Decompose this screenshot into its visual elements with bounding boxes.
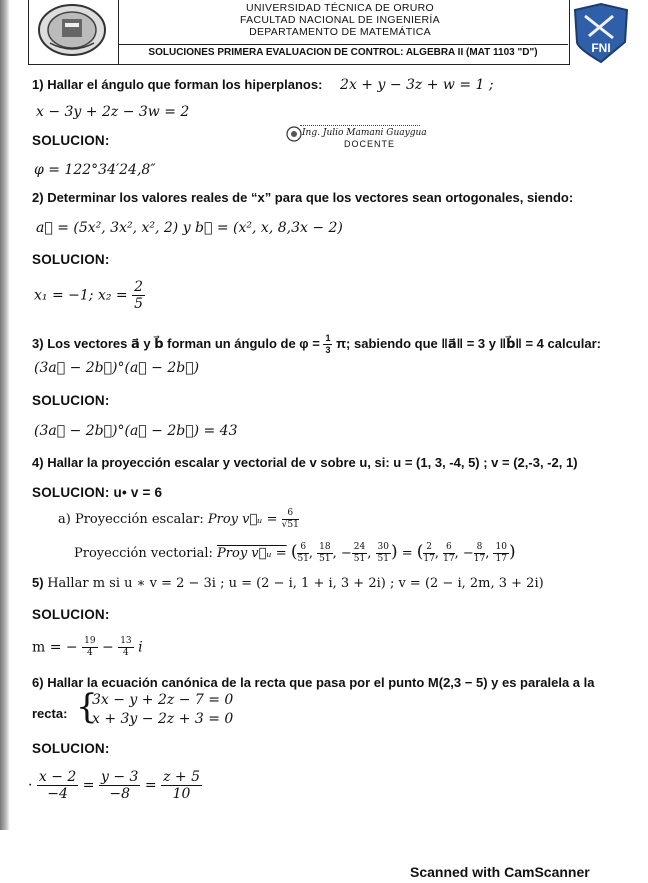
fraction-numerator: 18 xyxy=(319,542,331,552)
university-name: UNIVERSIDAD TÉCNICA DE ORURO xyxy=(246,2,434,14)
fraction-numerator: 10 xyxy=(495,542,507,552)
fraction-denominator: 17 xyxy=(473,554,486,564)
fraction-denominator: 51 xyxy=(297,554,309,564)
q5-answer: m = − $\frac{19}{4}$ − $\frac{13}{4}$ i xyxy=(32,636,143,658)
q5-solution-label: SOLUCION: xyxy=(32,607,110,622)
q4-solution-label: SOLUCION: u• v = 6 xyxy=(32,485,163,500)
q3-text-a: Los vectores a⃗ y b⃗ forman un ángulo de φ = xyxy=(47,335,320,351)
q6-statement xyxy=(32,675,595,690)
q4-vector-label: Proyección vectorial: xyxy=(74,546,213,561)
q4-fraction-7 xyxy=(474,543,485,564)
teacher-signature: Ing. Julio Mamani Guaygua xyxy=(302,128,427,138)
fraction-numerator: 2 xyxy=(134,279,144,295)
q6-solution-label: SOLUCION: xyxy=(32,741,110,756)
q1-number: 1) xyxy=(32,77,44,92)
fraction-denominator: 51 xyxy=(319,554,331,564)
teacher-role: DOCENTE xyxy=(344,139,396,149)
q4-scalar-fraction xyxy=(282,509,299,530)
q2-answer xyxy=(34,280,145,311)
q6-fraction-z xyxy=(161,770,202,801)
q2-answer-fraction xyxy=(132,280,145,311)
q5-number: 5) xyxy=(32,575,44,590)
fraction-denominator: 51 xyxy=(353,554,366,564)
fraction-denominator: 51 xyxy=(377,554,389,564)
fraction-denominator: 17 xyxy=(495,554,507,564)
header-institution xyxy=(120,2,560,38)
fraction-denominator: √51 xyxy=(281,520,299,530)
fraction-numerator: x − 2 xyxy=(38,769,77,785)
university-seal-logo xyxy=(36,3,108,57)
q4-scalar-label: a) Proyección escalar: xyxy=(58,512,204,527)
q5-answer-prefix: m = − xyxy=(32,639,78,656)
fraction-numerator: 24 xyxy=(353,542,366,552)
scan-edge-shadow xyxy=(0,0,10,830)
q1-text: Hallar el ángulo que forman los hiperplanos: xyxy=(47,77,323,92)
fraction-numerator: 13 xyxy=(120,636,132,646)
q4-fraction-2 xyxy=(317,543,332,564)
q4-fraction-5 xyxy=(423,543,434,564)
q6-fraction-y xyxy=(99,770,140,801)
fni-logo-text: FNI xyxy=(591,41,611,55)
fraction-denominator: −4 xyxy=(47,786,68,802)
fni-shield-logo xyxy=(567,2,635,64)
q1-plane1: 2x + y − 3z + w = 1 ; xyxy=(340,77,494,93)
seal-stamp-icon xyxy=(286,126,302,142)
q2-statement xyxy=(32,190,573,205)
q4-fraction-8 xyxy=(493,543,508,564)
fraction-numerator: 2 xyxy=(423,543,434,554)
q6-eq1: 3x − y + 2z − 7 = 0 xyxy=(92,692,234,708)
q4-fraction-6 xyxy=(443,543,454,564)
q4-number: 4) xyxy=(32,455,44,470)
q6-answer: · $\frac{x - 2}{-4}$ = $\frac{y - 3}{-8}$ = $\frac{z + 5}{10}$ xyxy=(28,769,200,802)
header-divider xyxy=(118,44,568,45)
q6-system-brace: { xyxy=(76,687,98,727)
q1-solution-label: SOLUCION: xyxy=(32,133,110,148)
q5-statement xyxy=(32,575,544,591)
q4-fraction-1 xyxy=(297,543,308,564)
q5-answer-suffix: i xyxy=(138,639,143,656)
q4-scalar-expr: Proy v⃗ᵤ = xyxy=(207,512,278,527)
q1-plane2: x − 3y + 2z − 3w = 2 xyxy=(36,104,190,120)
q4-fraction-3 xyxy=(352,543,367,564)
fraction-numerator: 6 xyxy=(297,543,308,554)
q4-vector-projection: Proyección vectorial: Proy v⃗ᵤ = ( $\frac{6}{51}$ , $\frac{18}{51}$ , − $\frac{24}{51}$ , $\frac{30}{51}$ ) = ( $\frac{2}{17}$ , $\frac{6}{17}$ , − $\frac{8}{17}$ , $\frac{10}{17}$ ) xyxy=(74,542,516,564)
q1-statement xyxy=(32,77,494,93)
signature-line xyxy=(300,125,420,126)
fraction-numerator: 6 xyxy=(443,543,454,554)
header-divider-vertical xyxy=(118,0,119,64)
fraction-numerator: z + 5 xyxy=(163,769,200,785)
fraction-denominator: 5 xyxy=(134,296,144,312)
department-name: DEPARTAMENTO DE MATEMÁTICA xyxy=(249,26,431,38)
q2-solution-label: SOLUCION: xyxy=(32,252,110,267)
q4-scalar-projection xyxy=(58,509,299,530)
q3-solution-label: SOLUCION: xyxy=(32,393,110,408)
fraction-denominator: 10 xyxy=(172,786,191,802)
fraction-denominator: 17 xyxy=(443,554,455,564)
fraction-numerator: 1 xyxy=(325,333,331,343)
fraction-denominator: 4 xyxy=(86,648,93,658)
q4-fraction-4 xyxy=(376,543,391,564)
fraction-denominator: 17 xyxy=(423,554,435,564)
q3-statement xyxy=(32,334,601,355)
fraction-denominator: 3 xyxy=(325,345,331,355)
q2-text: Determinar los valores reales de “x” para que los vectores sean ortogonales, siendo: xyxy=(47,190,574,205)
q6-number: 6) xyxy=(32,675,44,690)
q2-answer-x1: x₁ = −1; x₂ = xyxy=(34,287,128,304)
q4-vector-expr: Proy v⃗ᵤ = xyxy=(217,546,287,561)
fraction-denominator: −8 xyxy=(109,786,131,802)
scanner-watermark: Scanned with CamScanner xyxy=(410,864,590,880)
q5-fraction-b xyxy=(118,637,133,658)
q3-text-b: π; sabiendo que ‖a⃗‖ = 3 y ‖b⃗‖ = 4 calcular: xyxy=(336,335,601,351)
q3-expression: (3a⃗ − 2b⃗)°(a⃗ − 2b⃗) xyxy=(34,360,200,376)
q5-text: Hallar m si u ∗ v = 2 − 3i ; u = (2 − i, 1 + i, 3 + 2i) ; v = (2 − i, 2m, 3 + 2i) xyxy=(47,576,544,591)
q4-statement xyxy=(32,455,578,470)
q3-phi-fraction xyxy=(323,334,332,355)
q4-text: Hallar la proyección escalar y vectorial de v sobre u, si: u = (1, 3, -4, 5) ; v = (2,-3, -2, 1) xyxy=(47,455,578,470)
q6-text: Hallar la ecuación canónica de la recta que pasa por el punto M(2,3 − 5) y es paralela a la xyxy=(47,675,595,690)
q3-number: 3) xyxy=(32,335,44,351)
fraction-numerator: 19 xyxy=(84,636,96,646)
q3-answer: (3a⃗ − 2b⃗)°(a⃗ − 2b⃗) = 43 xyxy=(34,423,238,439)
fraction-numerator: y − 3 xyxy=(100,769,139,785)
q6-fraction-x xyxy=(37,770,78,801)
fraction-numerator: 30 xyxy=(377,542,389,552)
fraction-denominator: 4 xyxy=(123,648,129,658)
fraction-numerator: 8 xyxy=(474,543,485,554)
q2-number: 2) xyxy=(32,190,44,205)
exam-title: SOLUCIONES PRIMERA EVALUACION DE CONTROL: ALGEBRA II (MAT 1103 "D") xyxy=(148,47,538,58)
q1-answer: φ = 122°34′24,8″ xyxy=(34,162,156,178)
q5-fraction-a xyxy=(82,637,97,658)
q2-vectors: a⃗ = (5x², 3x², x², 2) y b⃗ = (x², x, 8,3x − 2) xyxy=(36,220,343,236)
fraction-numerator: 6 xyxy=(282,509,299,520)
q6-eq2: x + 3y − 2z + 3 = 0 xyxy=(92,711,234,727)
q6-recta-label: recta: xyxy=(32,706,68,721)
faculty-name: FACULTAD NACIONAL DE INGENIERÍA xyxy=(240,14,440,26)
